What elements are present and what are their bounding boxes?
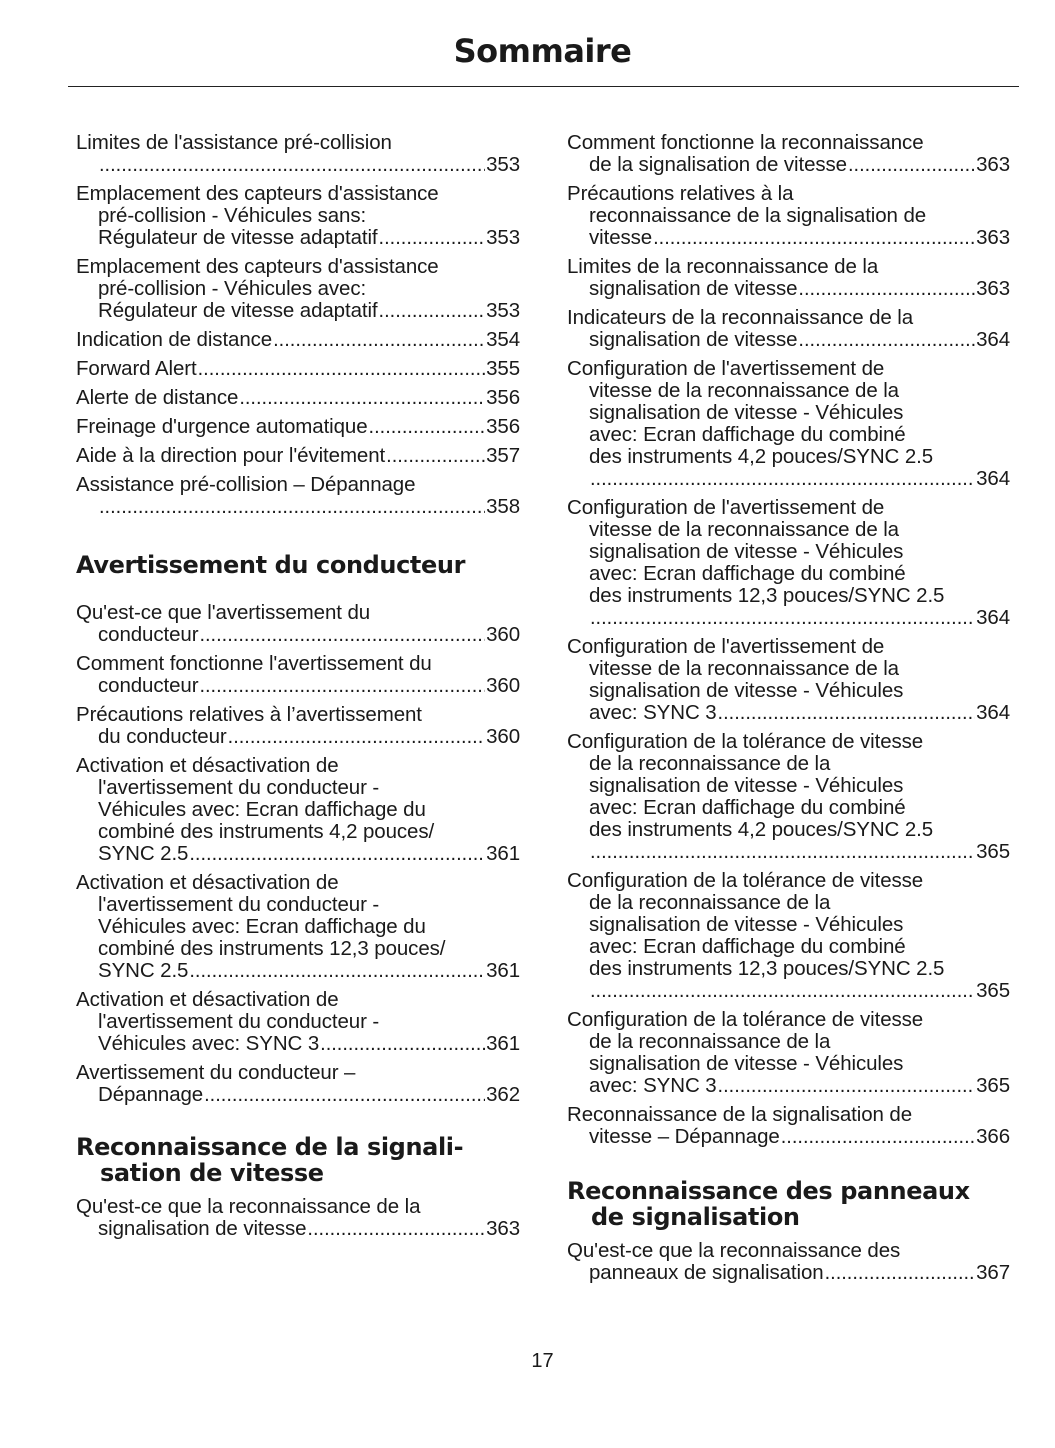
toc-entry[interactable] <box>76 704 520 748</box>
toc-leader-row <box>589 227 1010 249</box>
toc-leader-row <box>98 496 520 518</box>
toc-entry[interactable] <box>567 256 1010 300</box>
toc-entry-title-line: pré-collision - Véhicules sans: <box>98 204 367 227</box>
dot-leader <box>825 1262 976 1284</box>
toc-entry-title-line: Indication de distance <box>76 328 273 351</box>
toc-entry-title-line: combiné des instruments 4,2 pouces/ <box>98 820 435 843</box>
toc-entry-title-line: Aide à la direction pour l'évitement <box>76 444 386 467</box>
toc-leader-row <box>589 468 1010 490</box>
toc-entry-title-line: des instruments 4,2 pouces/SYNC 2.5 <box>589 818 934 841</box>
toc-entry-title-line: signalisation de vitesse - Véhicules <box>589 540 904 563</box>
toc-left-column <box>76 132 520 1247</box>
dot-leader <box>320 1033 485 1055</box>
toc-page-number: 360 <box>486 674 520 697</box>
toc-entry-title-line: combiné des instruments 12,3 pouces/ <box>98 937 446 960</box>
toc-leader-row <box>76 329 520 351</box>
toc-leader-row <box>589 1075 1010 1097</box>
toc-entry-title-line: l'avertissement du conducteur - <box>98 1010 380 1033</box>
toc-leader-row <box>589 702 1010 724</box>
toc-entry[interactable] <box>567 636 1010 724</box>
dot-leader <box>590 980 975 1002</box>
toc-entry-title-line: signalisation de vitesse - Véhicules <box>589 401 904 424</box>
toc-entry-title-line: Emplacement des capteurs d'assistance <box>76 255 439 278</box>
toc-page-number: 353 <box>486 226 520 249</box>
toc-entry-title-line: l'avertissement du conducteur - <box>98 776 380 799</box>
toc-leader-row <box>76 445 520 467</box>
toc-entry-title-line: conducteur <box>98 674 199 697</box>
toc-entry-title-line: Assistance pré-collision – Dépannage <box>76 473 416 496</box>
toc-entry-title-line: avec: Ecran daffichage du combiné <box>589 423 906 446</box>
toc-entry-title-line: de la reconnaissance de la <box>589 891 831 914</box>
dot-leader <box>198 358 485 380</box>
dot-leader <box>718 702 976 724</box>
toc-entry-title-line: vitesse de la reconnaissance de la <box>589 379 899 402</box>
dot-leader <box>848 154 975 176</box>
toc-page-number: 356 <box>486 386 520 409</box>
toc-entry-title-line: Configuration de la tolérance de vitesse <box>567 1008 924 1031</box>
toc-entry-title-line: Configuration de l'avertissement de <box>567 635 885 658</box>
toc-entry-title-line: Véhicules avec: Ecran daffichage du <box>98 798 426 821</box>
toc-page-number: 360 <box>486 725 520 748</box>
toc-entry-title-line: Configuration de la tolérance de vitesse <box>567 730 924 753</box>
toc-entry[interactable] <box>76 445 520 467</box>
toc-leader-row <box>98 960 520 982</box>
toc-page-number: 363 <box>976 277 1010 300</box>
toc-entry-title-line: Véhicules avec: SYNC 3 <box>98 1032 320 1055</box>
toc-leader-row <box>98 227 520 249</box>
dot-leader <box>273 329 485 351</box>
dot-leader <box>189 843 485 865</box>
toc-entry-title-line: l'avertissement du conducteur - <box>98 893 380 916</box>
toc-page-number: 366 <box>976 1125 1010 1148</box>
toc-entry-title-line: vitesse <box>589 226 653 249</box>
dot-leader <box>590 607 975 629</box>
toc-entry-title-line: avec: SYNC 3 <box>589 701 717 724</box>
toc-page-number: 364 <box>976 606 1010 629</box>
dot-leader <box>99 496 485 518</box>
toc-entry-title-line: des instruments 4,2 pouces/SYNC 2.5 <box>589 445 934 468</box>
toc-entry-title-line: de la signalisation de vitesse <box>589 153 847 176</box>
toc-leader-row <box>589 841 1010 863</box>
toc-leader-row <box>98 1033 520 1055</box>
toc-entry-title-line: Reconnaissance de la signalisation de <box>567 1103 913 1126</box>
dot-leader <box>199 624 485 646</box>
toc-entry-title-line: Activation et désactivation de <box>76 754 339 777</box>
toc-entry[interactable] <box>567 1009 1010 1097</box>
toc-entry[interactable] <box>76 256 520 322</box>
toc-entry-title-line: de la reconnaissance de la <box>589 752 831 775</box>
toc-page-number: 361 <box>486 1032 520 1055</box>
toc-entry[interactable] <box>76 872 520 982</box>
toc-entry-title-line: Régulateur de vitesse adaptatif <box>98 226 378 249</box>
toc-page-number: 363 <box>976 153 1010 176</box>
toc-entry-title-line: des instruments 12,3 pouces/SYNC 2.5 <box>589 957 945 980</box>
toc-entry-title-line: signalisation de vitesse <box>98 1217 307 1240</box>
toc-page-number: 363 <box>976 226 1010 249</box>
toc-entry-title-line: conducteur <box>98 623 199 646</box>
toc-page-number: 364 <box>976 467 1010 490</box>
toc-entry-title-line: Forward Alert <box>76 357 197 380</box>
toc-page-number: 361 <box>486 842 520 865</box>
toc-entry-title-line: avec: SYNC 3 <box>589 1074 717 1097</box>
toc-right-column <box>567 132 1010 1291</box>
toc-entry-title-line: Comment fonctionne la reconnaissance <box>567 131 924 154</box>
toc-entry-title-line: avec: Ecran daffichage du combiné <box>589 796 906 819</box>
title-divider <box>68 86 1019 87</box>
toc-page-number: 365 <box>976 1074 1010 1097</box>
toc-leader-row <box>98 843 520 865</box>
toc-entry[interactable] <box>76 989 520 1055</box>
toc-entry-title-line: Précautions relatives à la <box>567 182 794 205</box>
dot-leader <box>199 675 485 697</box>
section-heading: Avertissement du conducteur <box>76 551 466 579</box>
dot-leader <box>653 227 975 249</box>
toc-leader-row <box>589 607 1010 629</box>
dot-leader <box>239 387 485 409</box>
toc-page-number: 365 <box>976 840 1010 863</box>
toc-entry-title-line: Emplacement des capteurs d'assistance <box>76 182 439 205</box>
toc-entry-title-line: de la reconnaissance de la <box>589 1030 831 1053</box>
toc-entry-title-line: Qu'est-ce que la reconnaissance de la <box>76 1195 421 1218</box>
toc-page-number: 364 <box>976 328 1010 351</box>
toc-leader-row <box>589 329 1010 351</box>
dot-leader <box>798 329 975 351</box>
toc-entry-title-line: Limites de l'assistance pré-collision <box>76 131 392 154</box>
toc-page-number: 358 <box>486 495 520 518</box>
toc-page-number: 355 <box>486 357 520 380</box>
toc-entry-title-line: signalisation de vitesse - Véhicules <box>589 774 904 797</box>
toc-leader-row <box>589 1262 1010 1284</box>
toc-entry[interactable] <box>76 358 520 380</box>
toc-entry[interactable] <box>567 132 1010 176</box>
toc-entry[interactable] <box>567 1104 1010 1148</box>
section-heading: Reconnaissance des panneaux de signalisation <box>567 1177 970 1231</box>
toc-entry-title-line: Dépannage <box>98 1083 204 1106</box>
toc-entry[interactable] <box>567 870 1010 1002</box>
toc-page-number: 367 <box>976 1261 1010 1284</box>
toc-entry-title-line: Avertissement du conducteur – <box>76 1061 356 1084</box>
toc-entry-title-line: SYNC 2.5 <box>98 959 189 982</box>
toc-entry-title-line: Véhicules avec: Ecran daffichage du <box>98 915 426 938</box>
toc-leader-row <box>589 154 1010 176</box>
page-title: Sommaire <box>453 32 632 70</box>
dot-leader <box>718 1075 976 1097</box>
dot-leader <box>379 227 486 249</box>
toc-entry-title-line: signalisation de vitesse - Véhicules <box>589 1052 904 1075</box>
toc-entry-title-line: Configuration de la tolérance de vitesse <box>567 869 924 892</box>
toc-leader-row <box>98 300 520 322</box>
toc-entry-title-line: Comment fonctionne l'avertissement du <box>76 652 432 675</box>
toc-leader-row <box>589 278 1010 300</box>
dot-leader <box>204 1084 485 1106</box>
dot-leader <box>590 841 975 863</box>
dot-leader <box>228 726 485 748</box>
toc-entry-title-line: avec: Ecran daffichage du combiné <box>589 935 906 958</box>
toc-entry-title-line: signalisation de vitesse <box>589 328 798 351</box>
dot-leader <box>379 300 486 322</box>
toc-entry-title-line: panneaux de signalisation <box>589 1261 824 1284</box>
toc-leader-row <box>98 675 520 697</box>
dot-leader <box>189 960 485 982</box>
toc-page-number: 365 <box>976 979 1010 1002</box>
toc-entry[interactable] <box>76 183 520 249</box>
toc-entry[interactable] <box>76 416 520 438</box>
toc-entry-title-line: Régulateur de vitesse adaptatif <box>98 299 378 322</box>
toc-entry[interactable] <box>76 653 520 697</box>
toc-leader-row <box>76 416 520 438</box>
toc-leader-row <box>76 387 520 409</box>
toc-page-number: 364 <box>976 701 1010 724</box>
toc-entry-title-line: Configuration de l'avertissement de <box>567 496 885 519</box>
toc-entry[interactable] <box>567 1240 1010 1284</box>
toc-leader-row <box>589 1126 1010 1148</box>
toc-entry-title-line: signalisation de vitesse - Véhicules <box>589 679 904 702</box>
toc-entry-title-line: Indicateurs de la reconnaissance de la <box>567 306 914 329</box>
toc-page-number: 362 <box>486 1083 520 1106</box>
toc-entry[interactable] <box>76 329 520 351</box>
toc-entry-title-line: Alerte de distance <box>76 386 239 409</box>
toc-page-number: 356 <box>486 415 520 438</box>
toc-entry-title-line: pré-collision - Véhicules avec: <box>98 277 367 300</box>
toc-page-number: 353 <box>486 299 520 322</box>
toc-leader-row <box>98 1084 520 1106</box>
toc-entry-title-line: Freinage d'urgence automatique <box>76 415 368 438</box>
toc-entry[interactable] <box>76 474 520 518</box>
toc-leader-row <box>76 358 520 380</box>
toc-page-number: 357 <box>486 444 520 467</box>
toc-entry[interactable] <box>567 731 1010 863</box>
toc-entry[interactable] <box>76 1062 520 1106</box>
toc-entry-title-line: signalisation de vitesse <box>589 277 798 300</box>
toc-entry-title-line: Qu'est-ce que l'avertissement du <box>76 601 371 624</box>
toc-entry-title-line: reconnaissance de la signalisation de <box>589 204 927 227</box>
section-heading: Reconnaissance de la signali-sation de vitesse <box>76 1133 464 1187</box>
toc-entry-title-line: Précautions relatives à l’avertissement <box>76 703 422 726</box>
toc-entry-title-line: vitesse – Dépannage <box>589 1125 780 1148</box>
dot-leader <box>781 1126 975 1148</box>
toc-entry-title-line: des instruments 12,3 pouces/SYNC 2.5 <box>589 584 945 607</box>
toc-entry[interactable] <box>567 358 1010 490</box>
dot-leader <box>798 278 975 300</box>
toc-leader-row <box>98 624 520 646</box>
toc-entry-title-line: avec: Ecran daffichage du combiné <box>589 562 906 585</box>
dot-leader <box>99 154 485 176</box>
toc-page-number: 363 <box>486 1217 520 1240</box>
toc-entry-title-line: SYNC 2.5 <box>98 842 189 865</box>
toc-leader-row <box>98 726 520 748</box>
toc-page-number: 361 <box>486 959 520 982</box>
toc-entry[interactable] <box>567 183 1010 249</box>
toc-entry[interactable] <box>76 1196 520 1240</box>
toc-page-number: 360 <box>486 623 520 646</box>
page-number: 17 <box>531 1350 554 1372</box>
toc-entry[interactable] <box>76 387 520 409</box>
toc-entry[interactable] <box>567 307 1010 351</box>
toc-leader-row <box>589 980 1010 1002</box>
toc-entry[interactable] <box>76 755 520 865</box>
toc-entry-title-line: Qu'est-ce que la reconnaissance des <box>567 1239 901 1262</box>
dot-leader <box>590 468 975 490</box>
toc-entry[interactable] <box>567 497 1010 629</box>
toc-entry-title-line: Activation et désactivation de <box>76 988 339 1011</box>
dot-leader <box>307 1218 485 1240</box>
toc-entry-title-line: Configuration de l'avertissement de <box>567 357 885 380</box>
toc-leader-row <box>98 154 520 176</box>
toc-leader-row <box>98 1218 520 1240</box>
toc-entry-title-line: Limites de la reconnaissance de la <box>567 255 879 278</box>
toc-entry-title-line: vitesse de la reconnaissance de la <box>589 657 899 680</box>
dot-leader <box>369 416 486 438</box>
toc-entry-title-line: du conducteur <box>98 725 227 748</box>
dot-leader <box>386 445 485 467</box>
toc-entry-title-line: signalisation de vitesse - Véhicules <box>589 913 904 936</box>
toc-page-number: 354 <box>486 328 520 351</box>
toc-entry-title-line: vitesse de la reconnaissance de la <box>589 518 899 541</box>
toc-entry[interactable] <box>76 602 520 646</box>
toc-entry[interactable] <box>76 132 520 176</box>
toc-page-number: 353 <box>486 153 520 176</box>
toc-entry-title-line: Activation et désactivation de <box>76 871 339 894</box>
